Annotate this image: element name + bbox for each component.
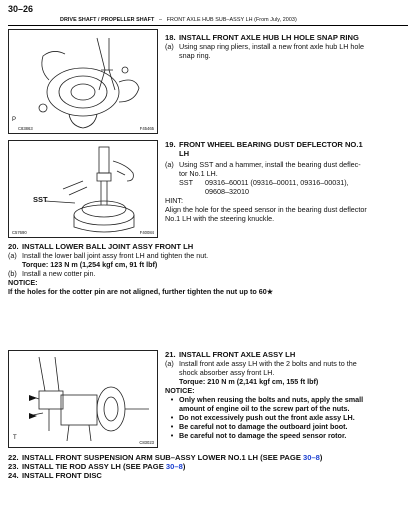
step-number: 21. (165, 350, 176, 359)
bullet-icon: • (170, 395, 174, 404)
substep-text: Install a new cotter pin. (22, 269, 96, 278)
notice-label: NOTICE: (8, 278, 38, 287)
section-title: DRIVE SHAFT / PROPELLER SHAFT (60, 17, 155, 23)
dust-deflector-illustration (9, 141, 157, 237)
notice-text: Be careful not to damage the speed sensor rotor. (179, 431, 347, 440)
bullet-icon: • (170, 431, 174, 440)
snap-ring-illustration (9, 30, 157, 133)
step-19 (165, 140, 410, 223)
figure-label-p: P (12, 117, 17, 123)
substep-key: (a) (8, 251, 17, 260)
close-paren: ) (319, 453, 323, 462)
step-number: 18. (165, 33, 176, 42)
step-number: 24. (8, 471, 19, 480)
page-number: 30–26 (8, 4, 34, 14)
substep-key: (a) (165, 359, 174, 368)
step-title: INSTALL FRONT AXLE HUB LH HOLE SNAP RING (179, 33, 359, 42)
header-separator: – (158, 17, 163, 23)
notice-text: If the holes for the cotter pin are not aligned, further tighten the nut up to 60 (8, 287, 267, 296)
substep-text: Install front axle assy LH with the 2 bolts and nuts to the (179, 359, 357, 368)
torque-spec: Torque: 210 N m (2,141 kgf cm, 155 ft lbf) (179, 377, 319, 386)
subsection-title: FRONT AXLE HUB SUB–ASSY LH (From July, 2003) (166, 17, 297, 23)
figure-code-right: F45465 (139, 126, 154, 131)
header-rule (8, 25, 408, 26)
figure-label-t: T (13, 435, 17, 441)
substep-text: Install the lower ball joint assy front LH and tighten the nut. (22, 251, 209, 260)
step-23 (8, 462, 412, 471)
substep-key: (b) (8, 269, 17, 278)
torque-spec: Torque: 123 N m (1,254 kgf cm, 91 ft lbf) (22, 260, 158, 269)
sst-label: SST (179, 178, 193, 187)
running-header (60, 17, 297, 23)
step-title: INSTALL TIE ROD ASSY LH (SEE PAGE (22, 462, 164, 471)
substep-text: snap ring. (179, 51, 211, 60)
figure-code-left: C83863 (18, 126, 33, 131)
notice-text: Only when reusing the bolts and nuts, apply the small (179, 395, 364, 404)
substep-text: Using snap ring pliers, install a new front axle hub LH hole (179, 42, 364, 51)
final-steps (8, 453, 412, 480)
bullet-icon: • (170, 422, 174, 431)
step-number: 22. (8, 453, 19, 462)
hint-label: HINT: (165, 196, 183, 205)
notice-label: NOTICE: (165, 386, 195, 395)
step-22 (8, 453, 412, 462)
figure-dust-deflector (8, 140, 158, 238)
substep-text: shock absorber assy front LH. (179, 368, 275, 377)
figure-label-sst: SST (33, 195, 48, 204)
step-18 (165, 33, 410, 60)
sst-numbers: 09316–60011 (09316–00011, 09316–00031), (205, 178, 349, 187)
step-title: INSTALL FRONT DISC (22, 471, 102, 480)
step-title: LH (179, 149, 190, 158)
step-number: 20. (8, 242, 19, 251)
figure-front-axle (8, 350, 158, 448)
close-paren: ) (182, 462, 186, 471)
substep-text: Using SST and a hammer, install the bearing dust deflec- (179, 160, 361, 169)
step-title: INSTALL LOWER BALL JOINT ASSY FRONT LH (22, 242, 194, 251)
step-20 (8, 242, 412, 296)
sst-numbers: 09608–32010 (205, 187, 249, 196)
substep-text: tor No.1 LH. (179, 169, 218, 178)
figure-code-right: F40084 (139, 230, 154, 235)
step-title: INSTALL FRONT SUSPENSION ARM SUB–ASSY LOWER NO.1 LH (SEE PAGE (22, 453, 301, 462)
step-24 (8, 471, 412, 480)
substep-key: (a) (165, 160, 174, 169)
notice-text: amount of engine oil to the screw part of the nuts. (179, 404, 350, 413)
notice-text: Do not excessively push out the front axle assy LH. (179, 413, 355, 422)
notice-text: Be careful not to damage the outboard joint boot. (179, 422, 348, 431)
figure-code-left: C57690 (12, 230, 27, 235)
figure-snap-ring (8, 29, 158, 134)
star-icon: ★ (266, 287, 274, 296)
hint-text: Align the hole for the speed sensor in the bearing dust deflector (165, 205, 367, 214)
figure-code-right: C83023 (139, 440, 154, 445)
page-link-30-8[interactable]: 30–8 (303, 453, 320, 462)
step-title: INSTALL FRONT AXLE ASSY LH (179, 350, 296, 359)
hint-text: No.1 LH with the steering knuckle. (165, 214, 275, 223)
step-21 (165, 350, 412, 440)
front-axle-illustration (9, 351, 157, 447)
step-title: FRONT WHEEL BEARING DUST DEFLECTOR NO.1 (179, 140, 363, 149)
step-number: 23. (8, 462, 19, 471)
bullet-icon: • (170, 413, 174, 422)
step-number: 19. (165, 140, 176, 149)
page-link-30-8[interactable]: 30–8 (165, 462, 183, 471)
substep-key: (a) (165, 42, 174, 51)
